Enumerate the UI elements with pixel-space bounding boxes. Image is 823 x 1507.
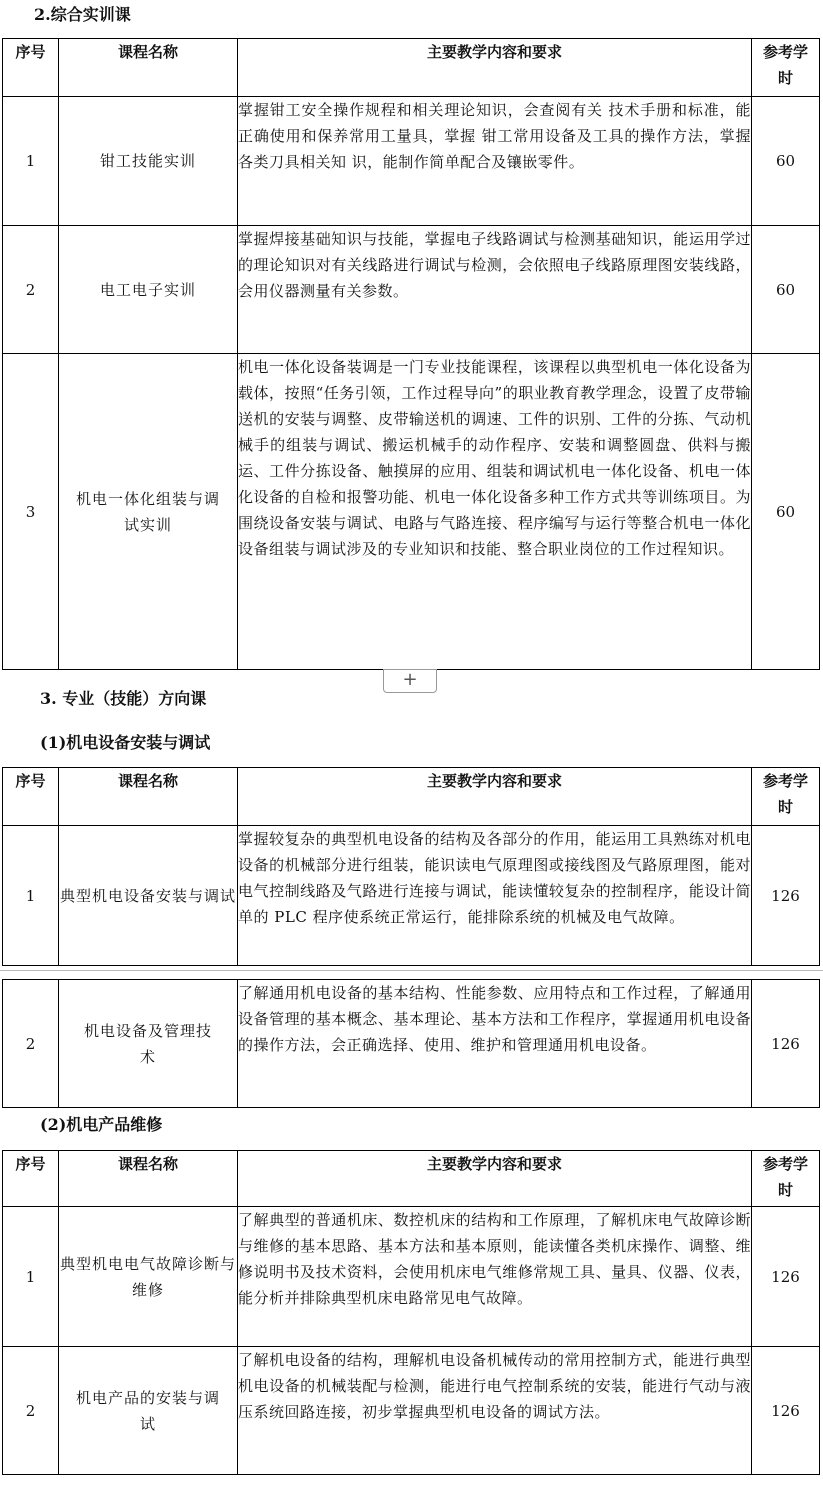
row-course-name: 机电产品的安装与调试 [59,1347,238,1475]
installation-debugging-table [2,767,820,966]
row-hours: 60 [752,97,820,226]
row-no: 1 [3,826,59,966]
row-no: 1 [3,97,59,226]
table-header-row [3,39,820,97]
row-no: 2 [3,1347,59,1475]
header-no: 序号 [3,1151,59,1207]
table-row [3,97,820,226]
comprehensive-training-table [2,38,820,670]
page-break-line [0,970,823,971]
row-no: 2 [3,226,59,354]
installation-debugging-table-continued [2,979,820,1108]
header-no: 序号 [3,39,59,97]
table-row [3,354,820,670]
row-hours: 60 [752,354,820,670]
row-content: 了解通用机电设备的基本结构、性能参数、应用特点和工作过程，了解通用设备管理的基本概念、基本理论、基本方法和工作程序，掌握通用机电设备的操作方法，会正确选择、使用、维护和管理通用机电设备。 [238,980,752,1108]
header-name: 课程名称 [59,39,238,97]
row-course-name: 钳工技能实训 [59,97,238,226]
table-row [3,826,820,966]
row-course-name: 典型机电电气故障诊断与维修 [59,1207,238,1347]
row-content: 了解机电设备的结构，理解机电设备机械传动的常用控制方式，能进行典型机电设备的机械装配与检测，能进行电气控制系统的安装，能进行气动与液压系统回路连接，初步掌握典型机电设备的调试方法。 [238,1347,752,1475]
section-2-title: 2.综合实训课 [34,5,131,24]
table-row [3,980,820,1108]
header-hours: 参考学时 [752,768,820,826]
subsection-1-title: (1)机电设备安装与调试 [40,733,211,752]
header-name: 课程名称 [59,1151,238,1207]
row-course-name: 机电设备及管理技术 [59,980,238,1108]
row-hours: 60 [752,226,820,354]
table-header-row [3,768,820,826]
product-maintenance-table [2,1150,820,1475]
row-content: 掌握钳工安全操作规程和相关理论知识，会查阅有关 技术手册和标准，能正确使用和保养常用工量具，掌握 钳工常用设备及工具的操作方法，掌握各类刀具相关知 识，能制作简单配合及镶嵌零件。 [238,97,752,226]
header-hours: 参考学时 [752,1151,820,1207]
row-no: 3 [3,354,59,670]
header-content: 主要教学内容和要求 [238,768,752,826]
header-content: 主要教学内容和要求 [238,39,752,97]
header-hours: 参考学时 [752,39,820,97]
table-row [3,226,820,354]
row-content: 掌握焊接基础知识与技能，掌握电子线路调试与检测基础知识，能运用学过的理论知识对有关线路进行调试与检测，会依照电子线路原理图安装线路，会用仪器测量有关参数。 [238,226,752,354]
row-course-name: 机电一体化组装与调试实训 [59,354,238,670]
table-row [3,1347,820,1475]
row-hours: 126 [752,1347,820,1475]
row-content: 机电一体化设备装调是一门专业技能课程，该课程以典型机电一体化设备为载体，按照“任务引领，工作过程导向”的职业教育教学理念，设置了皮带输送机的安装与调整、皮带输送机的调速、工件的识别、工件的分拣、气动机械手的组装与调试、搬运机械手的动作程序、安装和调整圆盘、供料与搬运、工件分拣设备、触摸屏的应用、组装和调试机电一体化设备、机电一体化设备的自检和报警功能、机电一体化设备多种工作方式共等训练项目。为围绕设备安装与调试、电路与气路连接、程序编写与运行等整合机电一体化设备组装与调试涉及的专业知识和技能、整合职业岗位的工作过程知识。 [238,354,752,670]
row-no: 1 [3,1207,59,1347]
row-no: 2 [3,980,59,1108]
row-hours: 126 [752,826,820,966]
row-hours: 126 [752,980,820,1108]
insert-row-button[interactable]: + [383,669,437,693]
row-course-name: 典型机电设备安装与调试 [59,826,238,966]
table-header-row [3,1151,820,1207]
row-hours: 126 [752,1207,820,1347]
table-row [3,1207,820,1347]
row-course-name: 电工电子实训 [59,226,238,354]
header-name: 课程名称 [59,768,238,826]
row-content: 掌握较复杂的典型机电设备的结构及各部分的作用，能运用工具熟练对机电设备的机械部分进行组装，能识读电气原理图或接线图及气路原理图，能对电气控制线路及气路进行连接与调试，能读懂较复杂的控制程序，能设计简单的 PLC 程序使系统正常运行，能排除系统的机械及电气故障。 [238,826,752,966]
subsection-2-title: (2)机电产品维修 [40,1115,163,1134]
row-content: 了解典型的普通机床、数控机床的结构和工作原理，了解机床电气故障诊断与维修的基本思路、基本方法和基本原则，能读懂各类机床操作、调整、维修说明书及技术资料，会使用机床电气维修常规工具、量具、仪器、仪表，能分析并排除典型机床电路常见电气故障。 [238,1207,752,1347]
header-content: 主要教学内容和要求 [238,1151,752,1207]
header-no: 序号 [3,768,59,826]
section-3-title: 3. 专业（技能）方向课 [40,689,207,708]
